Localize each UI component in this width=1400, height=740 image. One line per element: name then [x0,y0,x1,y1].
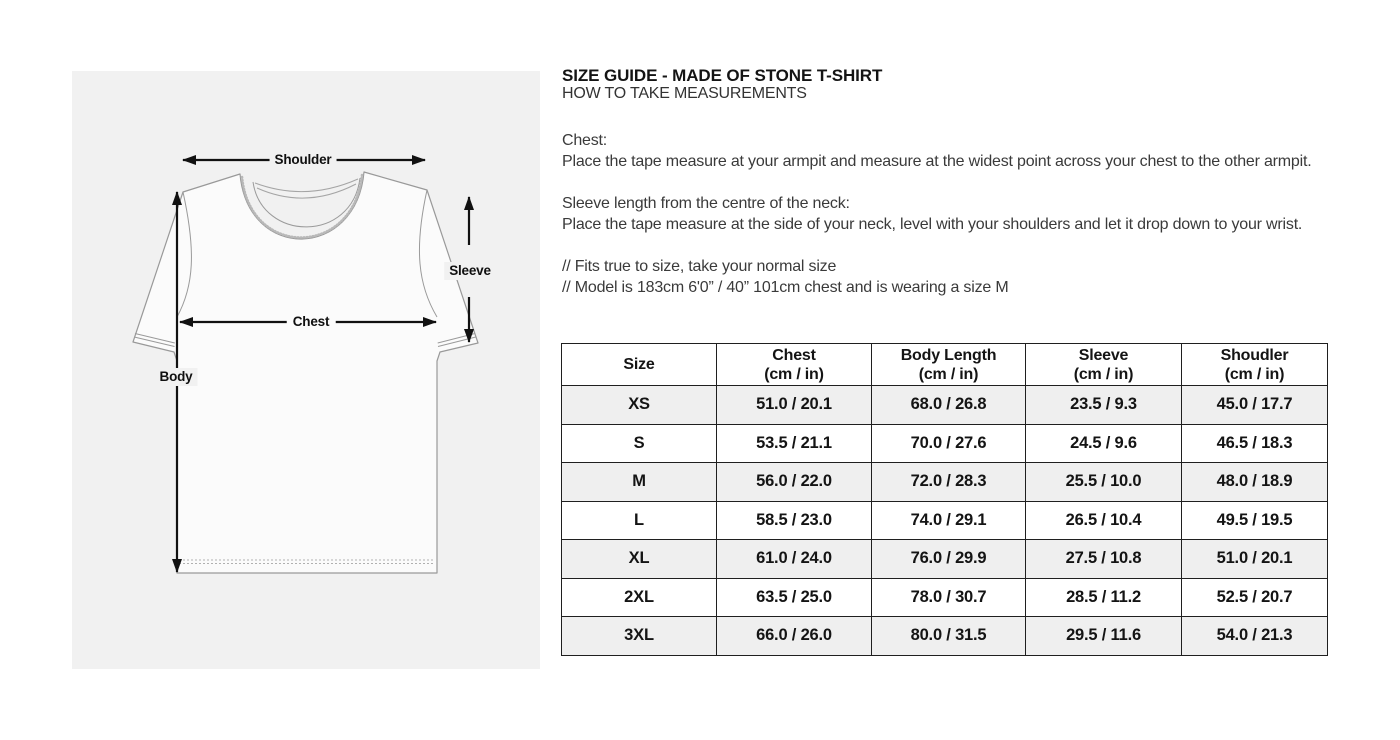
fit-notes [562,256,1362,298]
size-cell: XS [562,386,717,425]
size-guide-title: SIZE GUIDE - MADE OF STONE T-SHIRT [562,66,883,85]
size-cell: S [562,424,717,463]
col-chest [717,344,872,386]
measurement-cell: 56.0 / 22.0 [717,463,872,502]
measurement-cell: 51.0 / 20.1 [717,386,872,425]
size-chart-table [561,343,1328,656]
measurement-cell: 70.0 / 27.6 [872,424,1026,463]
measurement-cell: 23.5 / 9.3 [1026,386,1182,425]
measurement-cell: 48.0 / 18.9 [1182,463,1328,502]
measurement-cell: 61.0 / 24.0 [717,540,872,579]
measurement-cell: 72.0 / 28.3 [872,463,1026,502]
measurement-cell: 49.5 / 19.5 [1182,501,1328,540]
size-cell: 2XL [562,578,717,617]
measurement-cell: 66.0 / 26.0 [717,617,872,656]
measurement-cell: 29.5 / 11.6 [1026,617,1182,656]
table-row [562,463,1328,502]
col-shoulder-unit: (cm / in) [1224,365,1285,383]
fit-note-sizing: // Fits true to size, take your normal size [562,258,837,275]
chest-label: Chest [287,313,336,331]
size-cell: 3XL [562,617,717,656]
back-neck-seam [255,179,358,198]
col-sleeve-unit: (cm / in) [1073,365,1134,383]
size-guide-subtitle: HOW TO TAKE MEASUREMENTS [562,85,807,102]
shoulder-label: Shoulder [270,151,337,169]
measurement-cell: 80.0 / 31.5 [872,617,1026,656]
col-chest-label: Chest [772,346,816,364]
measurement-cell: 27.5 / 10.8 [1026,540,1182,579]
chest-instruction-heading: Chest: [562,132,608,149]
sleeve-label: Sleeve [444,262,496,280]
chest-instruction [562,130,1362,172]
col-body-length-unit: (cm / in) [918,365,979,383]
sleeve-instruction-heading: Sleeve length from the centre of the neck: [562,195,850,212]
measurement-cell: 68.0 / 26.8 [872,386,1026,425]
col-sleeve-label: Sleeve [1078,346,1129,364]
measurement-cell: 53.5 / 21.1 [717,424,872,463]
measurement-instructions [562,130,1362,298]
measurement-cell: 25.5 / 10.0 [1026,463,1182,502]
header-row [562,344,1328,386]
fit-note-model: // Model is 183cm 6'0” / 40” 101cm chest and is wearing a size M [562,279,1009,296]
measurement-cell: 52.5 / 20.7 [1182,578,1328,617]
size-table-header [562,344,1328,386]
size-table-body [562,386,1328,656]
chest-instruction-text: Place the tape measure at your armpit and measure at the widest point across your chest to the other armpit. [562,153,1312,170]
table-row [562,578,1328,617]
measurement-cell: 54.0 / 21.3 [1182,617,1328,656]
table-row [562,424,1328,463]
body-label: Body [155,368,198,386]
guide-header [562,67,882,103]
table-row [562,540,1328,579]
size-cell: XL [562,540,717,579]
col-size-label: Size [623,356,655,373]
col-shoulder [1182,344,1328,386]
col-body-length [872,344,1026,386]
measurement-cell: 46.5 / 18.3 [1182,424,1328,463]
measurement-cell: 78.0 / 30.7 [872,578,1026,617]
sleeve-instruction-text: Place the tape measure at the side of your neck, level with your shoulders and let it drop down to your wrist. [562,216,1303,233]
measurement-cell: 74.0 / 29.1 [872,501,1026,540]
measurement-cell: 28.5 / 11.2 [1026,578,1182,617]
measurement-cell: 76.0 / 29.9 [872,540,1026,579]
col-chest-unit: (cm / in) [764,365,824,383]
table-row [562,501,1328,540]
measurement-cell: 58.5 / 23.0 [717,501,872,540]
table-row [562,386,1328,425]
col-body-length-label: Body Length [900,346,997,364]
table-row [562,617,1328,656]
measurement-cell: 51.0 / 20.1 [1182,540,1328,579]
size-cell: L [562,501,717,540]
measurement-cell: 45.0 / 17.7 [1182,386,1328,425]
measurement-cell: 26.5 / 10.4 [1026,501,1182,540]
col-size [562,344,717,386]
measurement-cell: 24.5 / 9.6 [1026,424,1182,463]
col-sleeve [1026,344,1182,386]
size-cell: M [562,463,717,502]
measurement-cell: 63.5 / 25.0 [717,578,872,617]
size-diagram-panel [72,71,540,669]
sleeve-instruction [562,193,1362,235]
col-shoulder-label: Shoudler [1220,346,1289,364]
